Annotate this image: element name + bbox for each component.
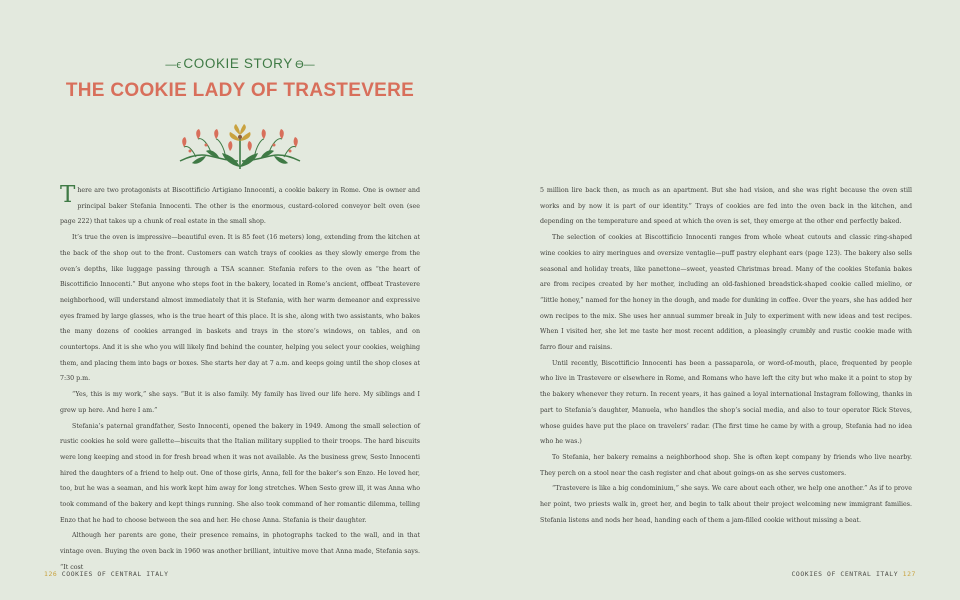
paragraph-text: here are two protagonists at Biscottificio Artigiano Innocenti, a cookie bakery in Rome. One is owner and principal baker Stefania Innocenti. The other is the enormous, custard-colored conveyor belt oven (see page 222) that takes up a chunk of real estate in the small shop. — [60, 187, 420, 226]
kicker-text: COOKIE STORY — [183, 56, 293, 71]
right-page — [480, 0, 960, 600]
left-page-footer — [44, 570, 169, 578]
running-head: COOKIES OF CENTRAL ITALY — [791, 570, 899, 578]
drop-cap: T — [60, 182, 76, 208]
right-page-footer — [791, 570, 916, 578]
body-paragraph: Stefania’s paternal grandfather, Sesto Innocenti, opened the bakery in 1949. Among the small selection of rustic cookies he sold were gallette—biscuits that the Italian military supplied to their troops. The hard biscuits were long keeping and stood in for fresh bread when it was not available. As the business grew, Sesto Innocenti hired the daughters of a friend to help out. One of those girls, Anna, fell for the baker’s son Enzo. He loved her, too, but he was a seaman, and his work kept him away for long stretches. When Sesto grew ill, it was Anna who took command of the bakery and kept things running. She also took command of her romantic dilemma, telling Enzo that he had to choose between the sea and her. He chose Anna. Stefania is their daughter. — [60, 422, 420, 524]
body-paragraph — [60, 183, 420, 230]
running-head: COOKIES OF CENTRAL ITALY — [61, 570, 169, 578]
kicker-left-flourish-icon: —ϵ — [165, 59, 184, 71]
body-paragraph: Although her parents are gone, their presence remains, in photographs tacked to the wall, and in that vintage oven. Buying the oven back in 1960 was another brilliant, intuitive move that Anna made, Stefania says. “It cost — [60, 532, 420, 571]
body-paragraph: “Trastevere is like a big condominium,” she says. We care about each other, we help one another.” As if to prove her point, two priests walk in, greet her, and begin to talk about their project welcoming new immigrant families. Stefania listens and nods her head, handing each of them a jam-filled cookie without missing a beat. — [540, 485, 912, 524]
page-title: THE COOKIE LADY OF TRASTEVERE — [65, 80, 415, 101]
kicker-right-flourish-icon: ϴ— — [292, 59, 315, 71]
floral-ornament-icon — [176, 121, 304, 171]
body-paragraph: It’s true the oven is impressive—beautiful even. It is 85 feet (16 meters) long, extending from the kitchen at the back of the shop out to the front. Customers can watch trays of cookies as they slowly emerge from the oven’s depths, like luggage passing through a TSA scanner. Stefania refers to the oven as “the heart of Biscottificio Innocenti.” But anyone who steps foot in the bakery, located in Rome’s ancient, offbeat Trastevere neighborhood, will understand almost immediately that it is Stefania, with her warm demeanor and expressive eyes framed by large glasses, who is the true heart of this place. It is she, along with two assistants, who bakes the many dozens of cookies arranged in baskets and trays in the store’s windows, on tables, and on countertops. And it is she who you will likely find behind the counter, helping you select your cookies, weighing them, and placing them into bags or boxes. She starts her day at 7 a.m. and keeps going until the shop closes at 7:30 p.m. — [60, 234, 420, 383]
page-number: 126 — [44, 570, 58, 578]
body-paragraph: Until recently, Biscottificio Innocenti has been a passaparola, or word-of-mouth, place, frequented by people who live in Trastevere or elsewhere in Rome, and Romans who have left the city but who make it a point to stop by the bakery whenever they return. In recent years, it has gained a loyal international Instagram following, thanks in part to Stefania’s daughter, Manuela, who handles the shop’s social media, and also to tour operator Rick Steves, whose guides have put the place on travelers’ radar. (The first time he came by with a group, Stefania had no idea who he was.) — [540, 359, 912, 446]
body-paragraph: The selection of cookies at Biscottificio Innocenti ranges from whole wheat cutouts and classic ring-shaped wine cookies to airy meringues and oversize ventaglie—puff pastry elephant ears (page 123). The bakery also sells seasonal and holiday treats, like panettone—sweet, yeasted Christmas bread. Many of the cookies Stefania bakes are from recipes created by her mother, including an old-fashioned breadstick-shaped cookie called mielino, or “little honey,” named for the honey in the dough, and made for dunking in coffee. Over the years, she has added her own recipes to the mix. She uses her annual summer break in July to experiment with new ideas and test recipes. When I visited her, she let me taste her most recent addition, a pleasingly crumbly and rustic cookie made with farro flour and raisins. — [540, 234, 912, 352]
section-kicker — [60, 56, 420, 71]
body-paragraph: 5 million lire back then, as much as an apartment. But she had vision, and she was right because the oven still works and by now it is part of our identity.” Trays of cookies are fed into the oven back in the kitchen, and depending on the temperature and speed at which the oven is set, they emerge at the other end perfectly baked. — [540, 187, 912, 226]
page-number: 127 — [902, 570, 916, 578]
right-body-text — [540, 183, 912, 528]
body-paragraph: To Stefania, her bakery remains a neighborhood shop. She is often kept company by friends who live nearby. They perch on a stool near the cash register and chat about goings-on as she serves customers. — [540, 453, 912, 477]
body-paragraph: “Yes, this is my work,” she says. “But it is also family. My family has lived our life here. My siblings and I grew up here. And here I am.” — [60, 391, 420, 414]
left-body-text — [60, 183, 420, 576]
